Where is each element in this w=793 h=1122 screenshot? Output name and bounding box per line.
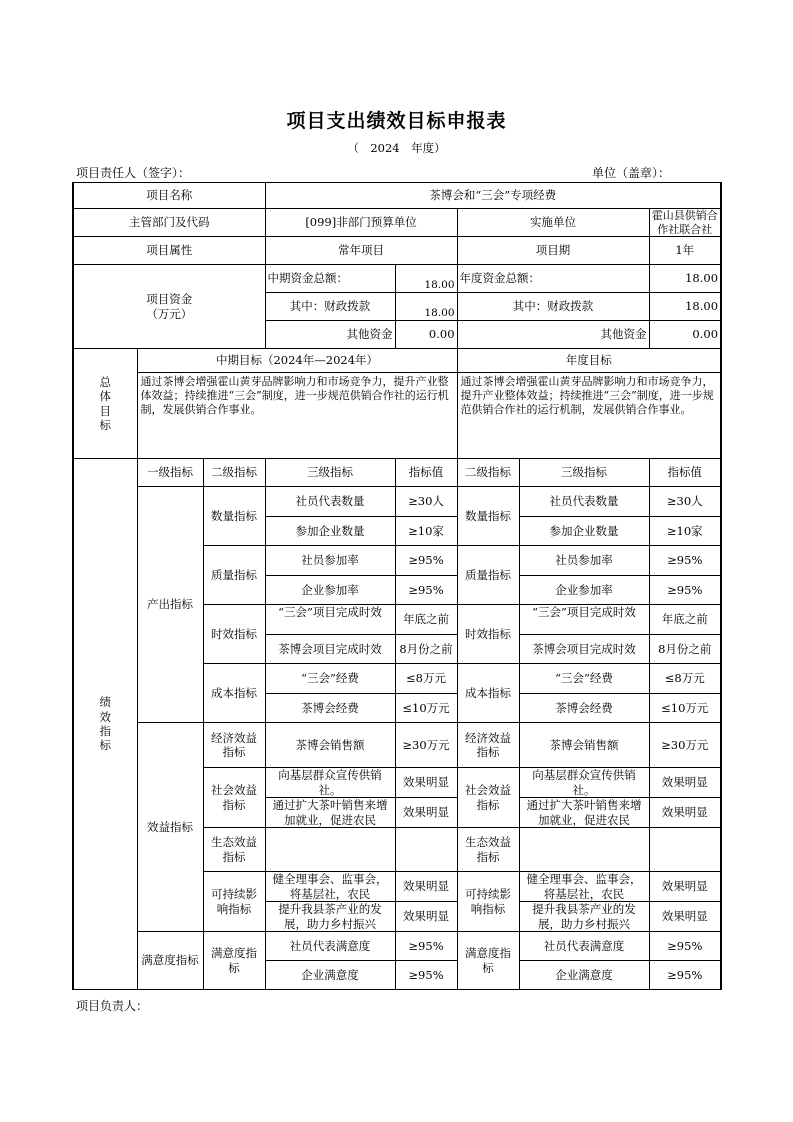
l3-year: 茶博会经费 [519, 694, 649, 723]
l3-year: “三会”经费 [519, 664, 649, 694]
attribute-value: 常年项目 [265, 237, 457, 265]
l3-mid: 社员参加率 [265, 546, 395, 576]
department-label: 主管部门及代码 [73, 209, 265, 237]
value-mid: ≥10家 [395, 517, 457, 546]
implementing-unit-value: 霍山县供销合作社联合社 [649, 209, 721, 237]
l3-mid: 社员代表数量 [265, 487, 395, 517]
value-mid: 8月份之前 [395, 635, 457, 664]
value-mid: 效果明显 [395, 798, 457, 828]
fund-label-line2: （万元） [146, 306, 193, 321]
sustainable-indicator-mid: 可持续影响指标 [203, 872, 265, 932]
mid-other-label: 其他资金 [265, 321, 395, 349]
timeliness-indicator-year: 时效指标 [457, 605, 519, 664]
economic-indicator-mid: 经济效益指标 [203, 723, 265, 768]
project-name-label: 项目名称 [73, 183, 265, 209]
period-value: 1年 [649, 237, 721, 265]
value-mid [395, 828, 457, 872]
sustainable-indicator-year: 可持续影响指标 [457, 872, 519, 932]
unit-label: 单位（盖章）： [592, 166, 671, 180]
l3-year: “三会”项目完成时效 [519, 605, 649, 635]
value-mid: ≥95% [395, 546, 457, 576]
attribute-label: 项目属性 [73, 237, 265, 265]
l3-mid: “三会”经费 [265, 664, 395, 694]
l3-mid: 茶博会经费 [265, 694, 395, 723]
footer-label: 项目负责人： [76, 999, 149, 1013]
responsible-label: 项目责任人（签字）： [76, 166, 191, 180]
indicator-row [73, 723, 721, 768]
l3-mid: 企业满意度 [265, 961, 395, 990]
header-level1: 一级指标 [137, 459, 203, 487]
header-level2-year: 二级指标 [457, 459, 519, 487]
economic-indicator-year: 经济效益指标 [457, 723, 519, 768]
value-mid: ≥30万元 [395, 723, 457, 768]
l3-year: 健全理事会、监事会，将基层社，农民 [519, 872, 649, 902]
l3-year: 通过扩大茶叶销售来增加就业，促进农民 [519, 798, 649, 828]
benefit-indicator: 效益指标 [137, 723, 203, 932]
value-year: 效果明显 [649, 768, 721, 798]
mid-goal-header: 中期目标（2024年—2024年） [137, 349, 457, 373]
year-other-value: 0.00 [649, 321, 721, 349]
row-project-name [73, 183, 721, 209]
header-level2-mid: 二级指标 [203, 459, 265, 487]
l3-mid: “三会”项目完成时效 [265, 605, 395, 635]
output-indicator: 产出指标 [137, 487, 203, 723]
l3-mid: 茶博会项目完成时效 [265, 635, 395, 664]
year-total-value: 18.00 [649, 265, 721, 293]
l3-mid: 健全理事会、监事会，将基层社，农民 [265, 872, 395, 902]
value-year: ≥95% [649, 961, 721, 990]
year-goal-header: 年度目标 [457, 349, 721, 373]
value-year: ≥10家 [649, 517, 721, 546]
value-year: 效果明显 [649, 902, 721, 932]
performance-indicator-label: 绩 效 指 标 [73, 459, 137, 990]
social-indicator-year: 社会效益指标 [457, 768, 519, 828]
header-value-mid: 指标值 [395, 459, 457, 487]
row-goal-header [73, 349, 721, 373]
l3-year: 企业满意度 [519, 961, 649, 990]
year-total-label: 年度资金总额： [457, 265, 649, 293]
value-year: ≥30万元 [649, 723, 721, 768]
l3-mid: 参加企业数量 [265, 517, 395, 546]
l3-mid: 提升我县茶产业的发展，助力乡村振兴 [265, 902, 395, 932]
performance-form-table [72, 182, 722, 990]
value-mid: 效果明显 [395, 768, 457, 798]
header-level3-mid: 三级指标 [265, 459, 395, 487]
mid-goal-text: 通过茶博会增强霍山黄芽品牌影响力和市场竞争力，提升产业整体效益；持续推进“三会”制度，进一步规范供销合作社的运行机制，发展供销合作事业。 [137, 373, 457, 459]
l3-mid: 企业参加率 [265, 576, 395, 605]
mid-fiscal-value: 18.00 [395, 293, 457, 321]
project-name-value: 茶博会和“三会”专项经费 [265, 183, 721, 209]
value-year [649, 828, 721, 872]
cost-indicator-year: 成本指标 [457, 664, 519, 723]
satisfaction2-indicator-year: 满意度指标 [457, 932, 519, 990]
value-mid: ≤8万元 [395, 664, 457, 694]
value-year: 8月份之前 [649, 635, 721, 664]
value-year: 年底之前 [649, 605, 721, 635]
l3-year: 社员参加率 [519, 546, 649, 576]
row-goal-text [73, 373, 721, 459]
value-year: ≥30人 [649, 487, 721, 517]
quality-indicator-mid: 质量指标 [203, 546, 265, 605]
implementing-unit-label: 实施单位 [457, 209, 649, 237]
value-mid: ≥95% [395, 932, 457, 961]
l3-year: 社员代表数量 [519, 487, 649, 517]
row-indicator-header [73, 459, 721, 487]
value-year: ≥95% [649, 932, 721, 961]
satisfaction2-indicator-mid: 满意度指标 [203, 932, 265, 990]
department-value: [099]非部门预算单位 [265, 209, 457, 237]
value-year: ≥95% [649, 546, 721, 576]
mid-other-value: 0.00 [395, 321, 457, 349]
year-other-label: 其他资金 [457, 321, 649, 349]
l3-mid: 向基层群众宣传供销社。 [265, 768, 395, 798]
l3-year: 向基层群众宣传供销社。 [519, 768, 649, 798]
satisfaction-indicator: 满意度指标 [137, 932, 203, 990]
indicator-row [73, 487, 721, 517]
l3-year: 参加企业数量 [519, 517, 649, 546]
ecological-indicator-year: 生态效益指标 [457, 828, 519, 872]
value-mid: 效果明显 [395, 902, 457, 932]
l3-year: 企业参加率 [519, 576, 649, 605]
value-mid: ≥95% [395, 961, 457, 990]
value-year: 效果明显 [649, 798, 721, 828]
social-indicator-mid: 社会效益指标 [203, 768, 265, 828]
fund-label [73, 265, 265, 349]
fund-label-line1: 项目资金 [146, 292, 193, 307]
l3-mid: 茶博会销售额 [265, 723, 395, 768]
value-year: 效果明显 [649, 872, 721, 902]
ecological-indicator-mid: 生态效益指标 [203, 828, 265, 872]
quantity-indicator-mid: 数量指标 [203, 487, 265, 546]
year-goal-text: 通过茶博会增强霍山黄芽品牌影响力和市场竞争力，提升产业整体效益；持续推进“三会”制度，进一步规范供销合作社的运行机制，发展供销合作事业。 [457, 373, 721, 459]
row-fund-total [73, 265, 721, 293]
value-mid: 年底之前 [395, 605, 457, 635]
l3-year: 社员代表满意度 [519, 932, 649, 961]
l3-year: 茶博会项目完成时效 [519, 635, 649, 664]
row-department [73, 209, 721, 237]
l3-mid [265, 828, 395, 872]
value-mid: ≥95% [395, 576, 457, 605]
value-mid: 效果明显 [395, 872, 457, 902]
mid-total-label: 中期资金总额： [265, 265, 395, 293]
value-year: ≥95% [649, 576, 721, 605]
value-mid: ≥30人 [395, 487, 457, 517]
l3-year: 茶博会销售额 [519, 723, 649, 768]
mid-total-value: 18.00 [395, 265, 457, 293]
page-title: 项目支出绩效目标申报表 [286, 110, 507, 132]
header-value-year: 指标值 [649, 459, 721, 487]
l3-year [519, 828, 649, 872]
l3-mid: 社员代表满意度 [265, 932, 395, 961]
l3-year: 提升我县茶产业的发展，助力乡村振兴 [519, 902, 649, 932]
year-fiscal-label: 其中：财政拨款 [457, 293, 649, 321]
value-year: ≤8万元 [649, 664, 721, 694]
cost-indicator-mid: 成本指标 [203, 664, 265, 723]
value-mid: ≤10万元 [395, 694, 457, 723]
year-fiscal-value: 18.00 [649, 293, 721, 321]
year-line: （ 2024 年度） [347, 141, 446, 155]
quality-indicator-year: 质量指标 [457, 546, 519, 605]
overall-goal-label: 总 体 目 标 [73, 349, 137, 459]
l3-mid: 通过扩大茶叶销售来增加就业，促进农民 [265, 798, 395, 828]
indicator-row [73, 932, 721, 961]
header-level3-year: 三级指标 [519, 459, 649, 487]
value-year: ≤10万元 [649, 694, 721, 723]
timeliness-indicator-mid: 时效指标 [203, 605, 265, 664]
mid-fiscal-label: 其中：财政拨款 [265, 293, 395, 321]
row-attribute [73, 237, 721, 265]
quantity-indicator-year: 数量指标 [457, 487, 519, 546]
period-label: 项目期 [457, 237, 649, 265]
